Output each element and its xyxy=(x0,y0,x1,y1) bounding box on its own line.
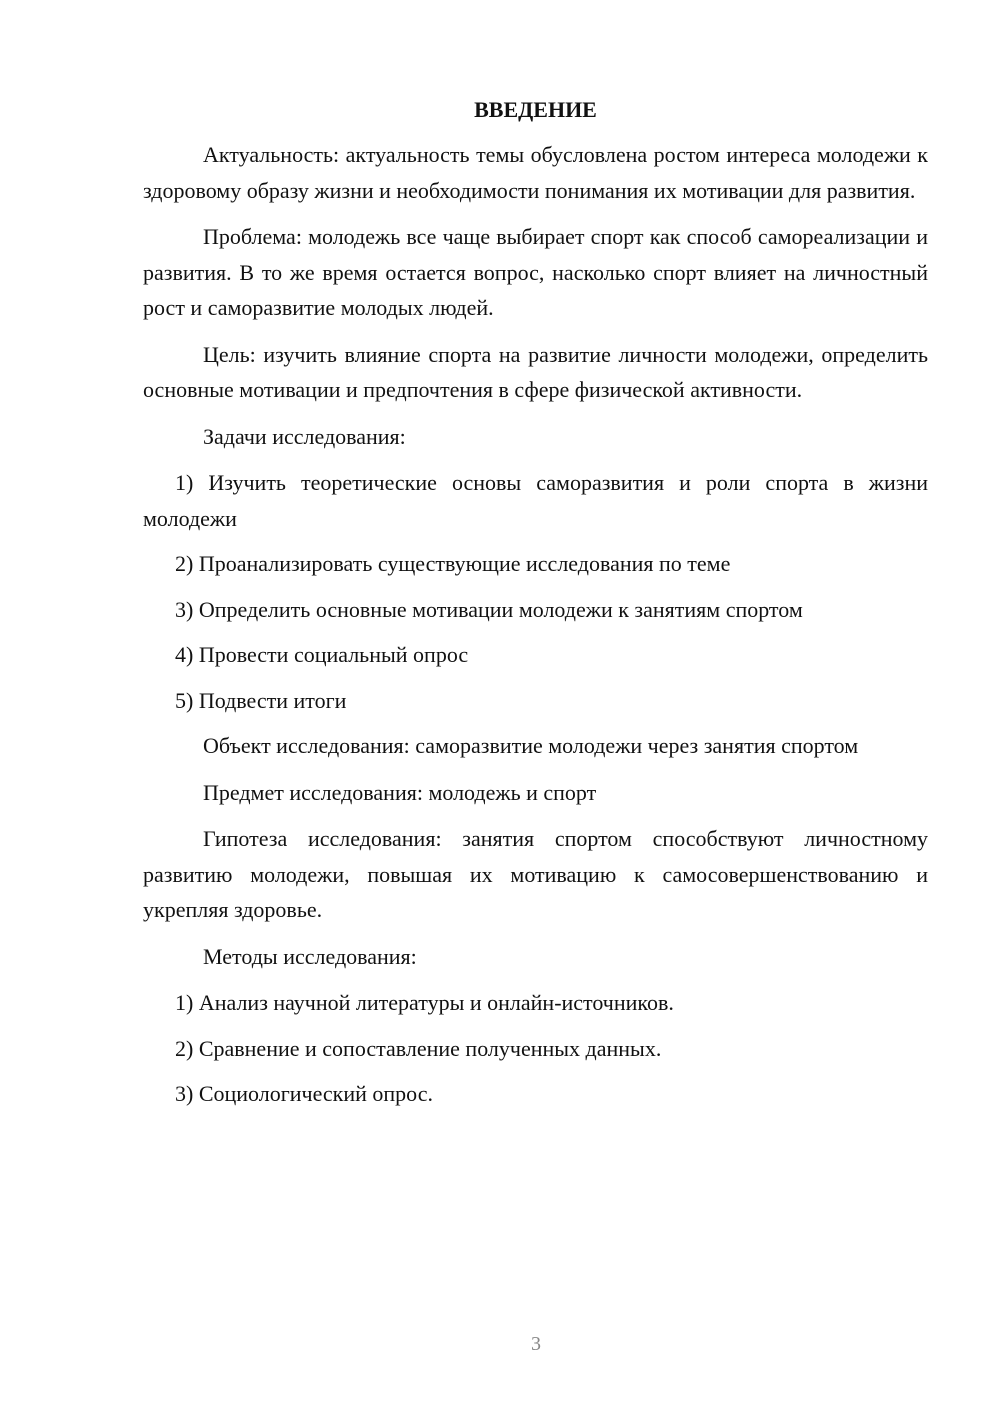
tasks-heading: Задачи исследования: xyxy=(203,423,406,449)
goal-paragraph: Цель: изучить влияние спорта на развитие личности молодежи, определить основные мотивации и предпочтения в сфере физической активности. xyxy=(143,341,928,402)
task-item: 5) Подвести итоги xyxy=(175,687,347,713)
document-page xyxy=(143,92,928,1122)
methods-heading: Методы исследования: xyxy=(203,943,417,969)
task-item: 1) Изучить теоретические основы саморазвития и роли спорта в жизни молодежи xyxy=(143,470,928,531)
methods-list xyxy=(143,985,928,1112)
task-item: 3) Определить основные мотивации молодежи к занятиям спортом xyxy=(175,596,803,622)
method-item: 3) Социологический опрос. xyxy=(175,1081,433,1106)
hypothesis-paragraph: Гипотеза исследования: занятия спортом способствуют личностному развитию молодежи, повышая их мотивацию к самосовершенствованию и укрепляя здоровье. xyxy=(143,826,928,922)
task-item: 2) Проанализировать существующие исследования по теме xyxy=(175,551,731,576)
subject-paragraph: Предмет исследования: молодежь и спорт xyxy=(203,779,597,805)
object-paragraph: Объект исследования: саморазвитие молодежи через занятия спортом xyxy=(203,733,859,758)
relevance-paragraph: Актуальность: актуальность темы обусловлена ростом интереса молодежи к здоровому образу жизни и необходимости понимания их мотивации для развития. xyxy=(143,142,928,203)
page-title: ВВЕДЕНИЕ xyxy=(474,97,597,122)
problem-paragraph: Проблема: молодежь все чаще выбирает спорт как способ самореализации и развития. В то же время остается вопрос, насколько спорт влияет на личностный рост и саморазвитие молодых людей. xyxy=(143,224,928,320)
method-item: 1) Анализ научной литературы и онлайн-источников. xyxy=(175,990,674,1015)
tasks-list xyxy=(143,465,928,718)
task-item: 4) Провести социальный опрос xyxy=(175,642,469,667)
page-number: 3 xyxy=(531,1333,541,1355)
method-item: 2) Сравнение и сопоставление полученных данных. xyxy=(175,1035,662,1061)
